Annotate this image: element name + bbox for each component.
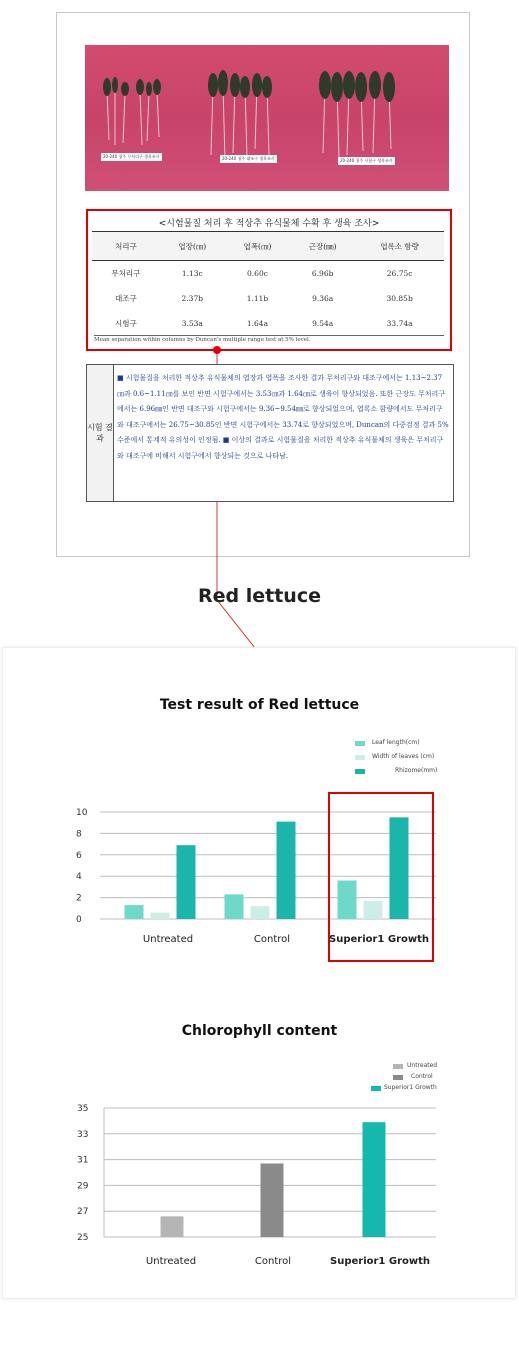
chart1-ytick-label: 8 [76,829,82,840]
table-cell: 1.13c [181,269,203,278]
table-title: <시험물질 처리 후 적상추 유식물체 수확 후 생육 조사> [158,219,380,229]
legend-swatch-control [393,1075,403,1080]
legend-swatch-leaf-length [355,741,365,746]
legend-label-superior: Superior1 Growth [384,1084,437,1091]
image-caption: Red lettuce [198,585,321,607]
chart1-bar [251,906,270,919]
legend-swatch-leaf-width [355,755,365,760]
chart2-plot [0,1100,519,1245]
table-footnote: Mean separation within columns by Duncan's multiple range test at 5% level. [94,335,444,343]
chart1-ytick-label: 4 [76,872,82,883]
superior-highlight-box [328,792,434,962]
table-header: 엽장(㎝) [160,232,225,261]
summary-text: ■ 시험물질을 처리한 적상추 유식물체의 엽장과 엽폭을 조사한 결과 무처리구와 대조구에서는 1.13~2.37㎝과 0.6~1.11㎝를 보인 반면 시험구에서는 3.53㎝과 1.64㎝로 생육이 향상되었음. 또한 근장도 무처리구에서는 6.96㎜인 반면 대조구와 시험구에서는 9.36~9.54㎜로 향상되었으며, 엽록소 함량에서도 무처리구와 대조구에서는 26.75~30.85인 반면 시험구에서는 33.74로 향상되었으며, Duncan의 다중검정 결과 5% 수준에서 통계적 유의성이 인정됨. ■ 이상의 결과로 시험물질을 처리한 적상추 유식물체의 생육은 무처리구와 대조구에 비해서 시험구에서 향상되는 것으로 나타남. [117,374,449,460]
table-cell: 0.60c [247,269,268,278]
chart1-ytick-label: 6 [76,850,82,861]
chart1-bar [177,845,196,919]
table-cell: 1.11b [246,294,269,303]
table-cell: 9.36a [312,294,334,303]
summary-box [86,364,454,502]
chart1-category-label: Superior1 Growth [329,934,430,945]
chart2-bar [161,1216,184,1237]
table-cell: 6.96b [311,269,334,278]
table-header: 엽록소 함량 [355,232,444,261]
table-cell: 3.53a [181,319,203,328]
legend-label-leaf-width: Width of leaves (cm) [372,753,435,760]
table-cell: 33.74a [386,319,413,328]
chart2-ytick-label: 25 [77,1233,89,1243]
connector-line [0,0,519,660]
legend-label-control: Control [411,1073,433,1080]
legend-label-untreated: Untreated [407,1062,438,1069]
chart1-bar [277,822,296,919]
table-cell: 1.64a [246,319,269,328]
chart2-category-label: Untreated [145,1256,197,1267]
chart1-ytick-label: 10 [76,808,88,818]
chart1-category-label: Untreated [142,934,194,945]
chart1-bar [151,913,170,919]
chart1-bar [225,894,244,919]
legend-label-leaf-length: Leaf length(cm) [372,739,420,746]
photo-label-test: 20-240 청주 시험구 생육조사 [340,158,393,163]
table-cell: 30.85b [386,294,413,303]
summary-label: 시험 결과 [87,365,114,501]
table-cell: 2.37b [181,294,204,303]
chart2-ytick-label: 27 [77,1207,89,1218]
table-header: 근장(㎜) [290,232,355,261]
table-cell: 26.75c [386,269,413,278]
legend-swatch-rhizome [355,769,365,774]
chart2-bar [363,1122,386,1237]
chart1-ytick-label: 0 [76,915,82,925]
legend-swatch-untreated [393,1064,403,1069]
chart2-title: Chlorophyll content [181,1023,338,1039]
photo-label-untreated: 20-240 청주 무처리구 생육조사 [103,154,160,159]
chart2-bar [261,1163,284,1237]
chart2-ytick-label: 33 [77,1129,89,1140]
chart2-category-label: Superior1 Growth [330,1256,431,1267]
table-cell: 대조구 [114,294,137,303]
chart1-ytick-label: 2 [76,893,82,904]
photo-label-control: 20-240 청주 대조구 생육조사 [222,156,275,161]
legend-label-rhizome: Rhizome(mm) [395,767,438,774]
chart1-title: Test result of Red lettuce [159,697,360,713]
table-cell: 시험구 [114,319,137,328]
chart1-category-label: Control [253,934,291,945]
table-cell: 9.54a [312,319,334,328]
table-header: 엽폭(㎝) [225,232,290,261]
table-header: 처리구 [92,232,160,261]
chart1-bar [125,905,144,919]
chart2-ytick-label: 29 [77,1181,89,1192]
chart2-ytick-label: 35 [77,1104,89,1114]
table-cell: 무처리구 [111,269,141,278]
chart2-category-label: Control [254,1256,292,1267]
chart2-ytick-label: 31 [77,1155,89,1166]
chart1-plot [0,800,519,930]
legend-swatch-superior [371,1086,381,1091]
